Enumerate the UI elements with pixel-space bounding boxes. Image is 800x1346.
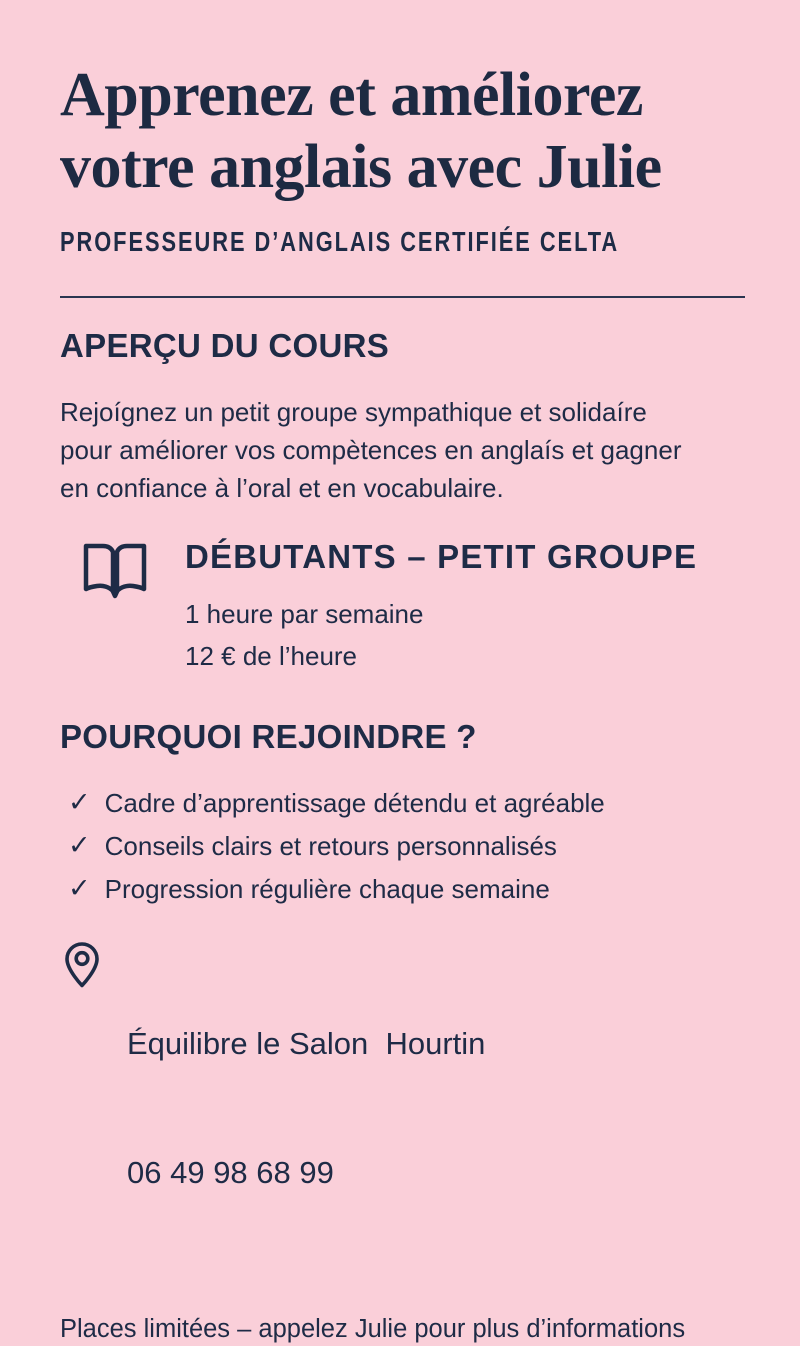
contact-text	[127, 936, 485, 1280]
section-overview	[60, 326, 745, 507]
page-title	[60, 60, 745, 204]
flyer	[0, 60, 800, 1343]
title-line-1: Apprenez et améliorez	[60, 61, 643, 129]
subtitle: PROFESSEURE D’ANGLAIS CERTIFIÉE CELTA	[60, 225, 620, 257]
divider	[60, 296, 745, 298]
course-price: 12 € de l’heure	[185, 640, 358, 671]
check-icon: ✓	[68, 786, 91, 818]
course-card	[75, 537, 745, 677]
checklist-item	[68, 870, 745, 908]
benefits-checklist	[68, 784, 745, 908]
course-title: DÉBUTANTS – PETIT GROUPE	[185, 537, 698, 575]
check-icon: ✓	[68, 829, 91, 861]
overview-text	[60, 393, 745, 507]
open-book-icon	[75, 537, 155, 605]
contact-place: Équilibre le Salon Hourtin	[127, 1025, 486, 1061]
course-frequency: 1 heure par semaine	[185, 598, 424, 629]
overview-line: pour améliorer vos compètences en anglaís et gagner	[60, 434, 682, 465]
checklist-item-label: Progression régulière chaque semaine	[104, 873, 550, 904]
section-why-join	[60, 717, 745, 908]
contact-block	[62, 936, 745, 1280]
checklist-item	[68, 827, 745, 865]
checklist-item-label: Conseils clairs et retours personnalisés	[104, 830, 557, 861]
contact-phone: 06 49 98 68 99	[127, 1154, 334, 1190]
check-icon: ✓	[68, 872, 91, 904]
overview-line: en confiance à l’oral et en vocabulaire.	[60, 472, 504, 503]
why-join-heading: POURQUOI REJOINDRE ?	[60, 717, 477, 755]
overview-heading: APERÇU DU COURS	[60, 326, 390, 364]
checklist-item	[68, 784, 745, 822]
location-pin-icon	[62, 936, 102, 995]
course-details	[185, 593, 697, 677]
checklist-item-label: Cadre d’apprentissage détendu et agréable	[104, 787, 605, 818]
course-info	[185, 537, 697, 677]
footer-note: Places limitées – appelez Julie pour plus d’informations	[60, 1314, 686, 1343]
title-line-2: votre anglais avec Julie	[60, 132, 662, 201]
overview-line: Rejoígnez un petit groupe sympathique et solidaíre	[60, 396, 647, 427]
